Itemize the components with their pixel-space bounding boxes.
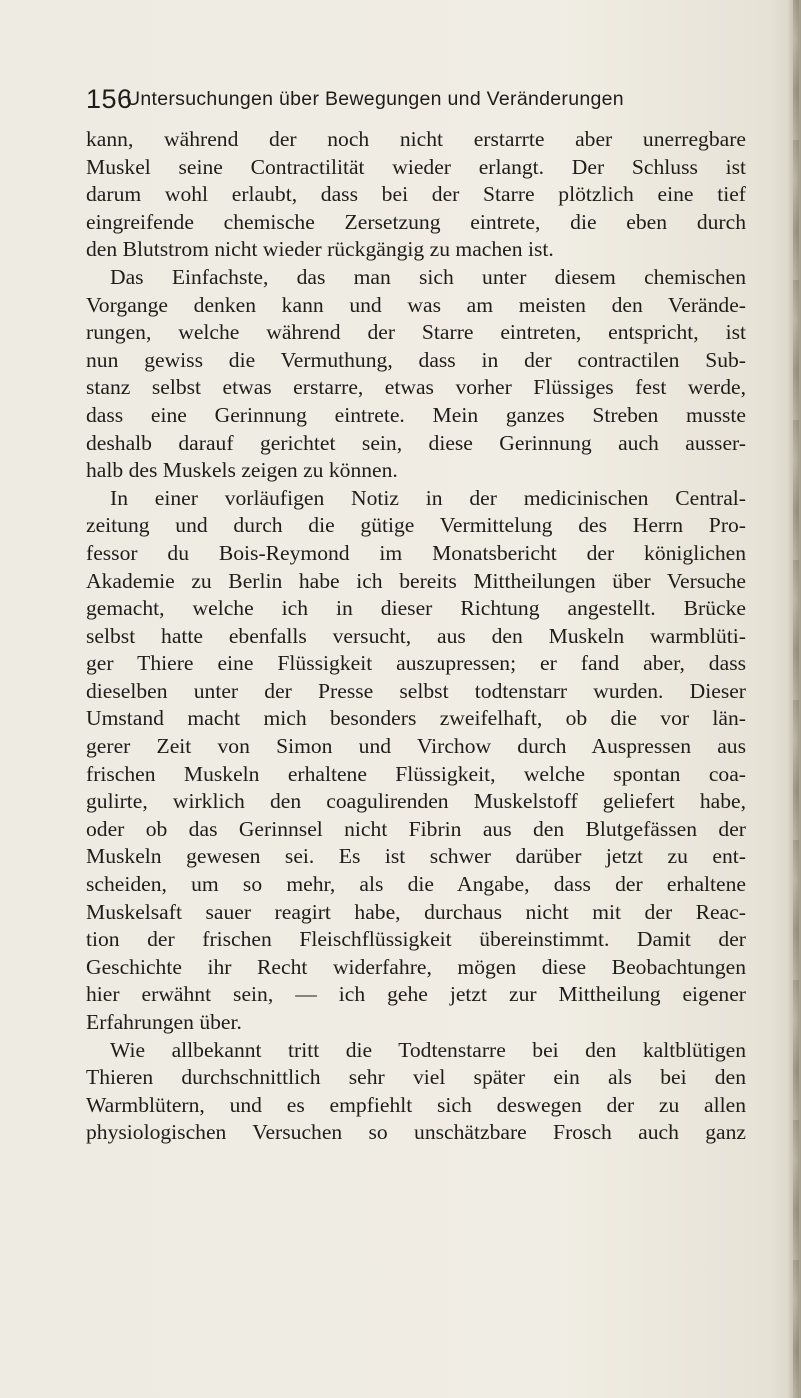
text-line: Muskel seine Contractilität wieder erlangt. Der Schluss ist <box>86 154 746 179</box>
running-head: Untersuchungen über Bewegungen und Veränderungen <box>126 88 624 110</box>
text-line: Muskeln gewesen sei. Es ist schwer darüber jetzt zu ent- <box>86 844 746 869</box>
text-line: Geschichte ihr Recht widerfahre, mögen diese Beobachtungen <box>86 954 746 979</box>
text-line: selbst hatte ebenfalls versucht, aus den Muskeln warmblüti- <box>86 623 746 648</box>
text-line: Wie allbekannt tritt die Todtenstarre bei den kaltblütigen <box>110 1037 746 1062</box>
text-line: gerer Zeit von Simon und Virchow durch Auspressen aus <box>86 734 746 759</box>
text-line: deshalb darauf gerichtet sein, diese Gerinnung auch ausser- <box>86 430 746 455</box>
text-line: nun gewiss die Vermuthung, dass in der contractilen Sub- <box>86 347 746 372</box>
text-line: hier erwähnt sein, — ich gehe jetzt zur Mittheilung eigener <box>86 982 746 1007</box>
text-line: Erfahrungen über. <box>86 1010 242 1034</box>
page-header <box>86 80 746 120</box>
text-line: rungen, welche während der Starre eintreten, entspricht, ist <box>86 320 746 345</box>
text-line: Vorgange denken kann und was am meisten den Verände- <box>86 292 746 317</box>
text-line: physiologischen Versuchen so unschätzbare Frosch auch ganz <box>86 1120 746 1145</box>
page-number: 156 <box>86 84 133 114</box>
text-line: darum wohl erlaubt, dass bei der Starre plötzlich eine tief <box>86 182 746 207</box>
text-line: fessor du Bois-Reymond im Monatsbericht der königlichen <box>86 540 746 565</box>
text-line: dieselben unter der Presse selbst todtenstarr wurden. Dieser <box>86 678 746 703</box>
text-line: dass eine Gerinnung eintrete. Mein ganzes Streben musste <box>86 402 746 427</box>
text-line: Umstand macht mich besonders zweifelhaft, ob die vor län- <box>86 706 746 731</box>
page-edge-binding <box>793 0 799 1398</box>
text-line: halb des Muskels zeigen zu können. <box>86 458 398 483</box>
text-line: frischen Muskeln erhaltene Flüssigkeit, welche spontan coa- <box>86 761 746 786</box>
body-text <box>86 126 746 1147</box>
text-line: stanz selbst etwas erstarre, etwas vorher Flüssiges fest werde, <box>86 375 746 400</box>
text-line: Warmblütern, und es empfiehlt sich deswegen der zu allen <box>86 1092 746 1117</box>
text-line: oder ob das Gerinnsel nicht Fibrin aus den Blutgefässen der <box>86 816 746 841</box>
text-line: Das Einfachste, das man sich unter diesem chemischen <box>110 264 746 289</box>
text-line: ger Thiere eine Flüssigkeit auszupressen; er fand aber, dass <box>86 651 746 676</box>
text-line: scheiden, um so mehr, als die Angabe, dass der erhaltene <box>86 872 746 897</box>
text-line: eingreifende chemische Zersetzung eintrete, die eben durch <box>86 209 746 234</box>
text-line: Thieren durchschnittlich sehr viel später ein als bei den <box>86 1065 746 1090</box>
text-line: gemacht, welche ich in dieser Richtung angestellt. Brücke <box>86 596 746 621</box>
text-line: kann, während der noch nicht erstarrte aber unerregbare <box>86 127 746 151</box>
text-line: Muskelsaft sauer reagirt habe, durchaus nicht mit der Reac- <box>86 899 746 924</box>
text-line: zeitung und durch die gütige Vermittelung des Herrn Pro- <box>86 513 746 538</box>
text-line: Akademie zu Berlin habe ich bereits Mittheilungen über Versuche <box>86 568 746 593</box>
text-line: tion der frischen Fleischflüssigkeit übereinstimmt. Damit der <box>86 927 746 952</box>
text-line: den Blutstrom nicht wieder rückgängig zu machen ist. <box>86 237 554 262</box>
text-line: In einer vorläufigen Notiz in der medicinischen Central- <box>110 485 746 510</box>
text-line: gulirte, wirklich den coagulirenden Muskelstoff geliefert habe, <box>86 789 746 814</box>
